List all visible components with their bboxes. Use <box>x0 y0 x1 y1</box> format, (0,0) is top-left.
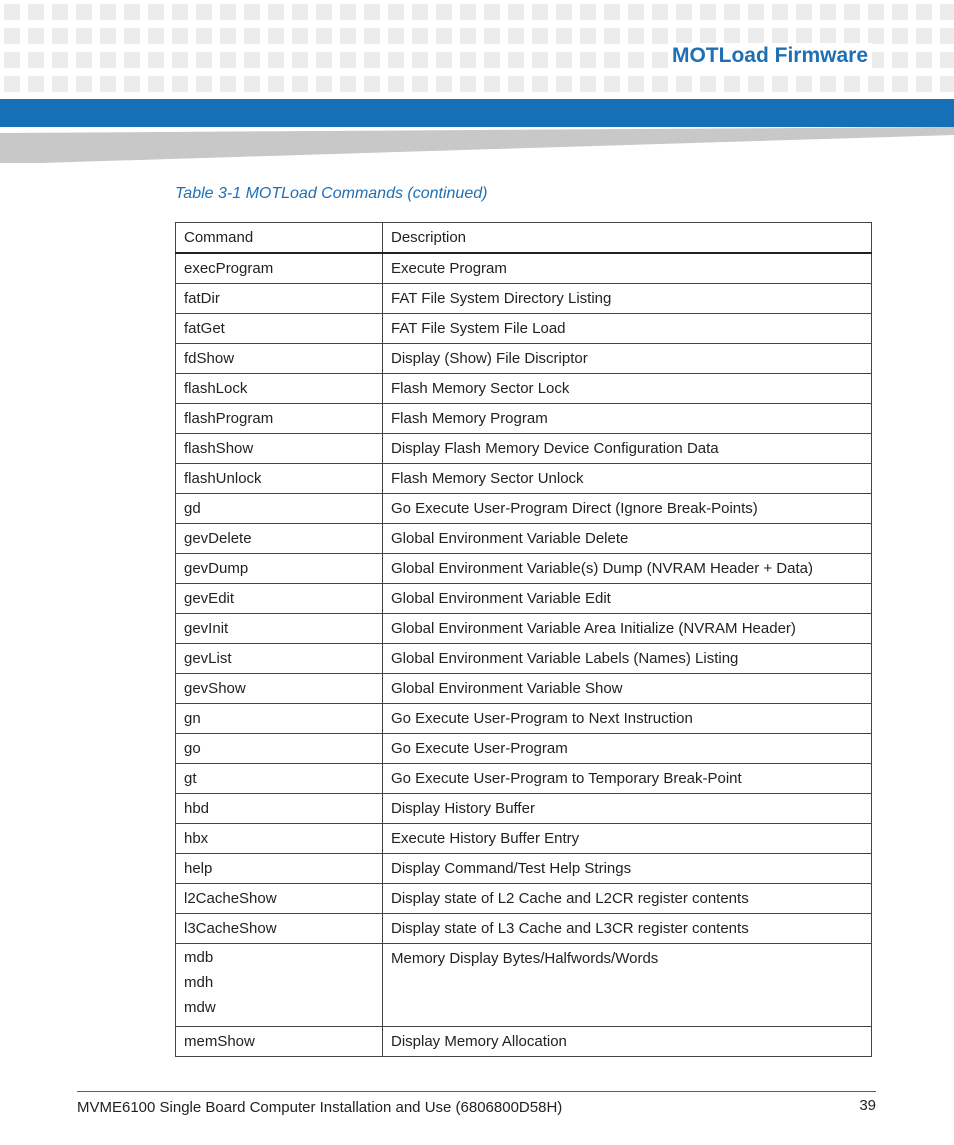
header-pattern-cell <box>460 52 476 68</box>
command-name: help <box>184 860 213 877</box>
table-row <box>176 794 872 824</box>
header-pattern-cell <box>820 76 836 92</box>
header-pattern-cell <box>196 76 212 92</box>
header-pattern-cell <box>508 52 524 68</box>
header-pattern-cell <box>268 52 284 68</box>
command-cell <box>176 1027 383 1057</box>
header-pattern-cell <box>436 28 452 44</box>
command-cell <box>176 824 383 854</box>
description-cell: Go Execute User-Program <box>383 734 872 764</box>
header-pattern-cell <box>76 28 92 44</box>
header-pattern-cell <box>172 28 188 44</box>
command-cell <box>176 524 383 554</box>
table-row <box>176 404 872 434</box>
command-name: fatDir <box>184 290 220 307</box>
header-pattern-cell <box>652 52 668 68</box>
table-row <box>176 734 872 764</box>
header-pattern-cell <box>76 52 92 68</box>
header-pattern-cell <box>412 28 428 44</box>
header-pattern-cell <box>4 52 20 68</box>
header-pattern-cell <box>244 52 260 68</box>
command-cell <box>176 854 383 884</box>
table-row <box>176 494 872 524</box>
header-pattern-cell <box>844 28 860 44</box>
header-pattern-cell <box>340 4 356 20</box>
command-name: gevList <box>184 650 232 667</box>
header-pattern-cell <box>796 76 812 92</box>
header-pattern-cell <box>676 4 692 20</box>
footer-rule <box>77 1091 876 1092</box>
command-name: mdh <box>184 974 214 991</box>
column-header-description: Description <box>383 223 872 254</box>
header-pattern-cell <box>676 28 692 44</box>
header-pattern-cell <box>76 4 92 20</box>
table-row <box>176 614 872 644</box>
header-pattern-cell <box>196 28 212 44</box>
header-pattern-cell <box>556 76 572 92</box>
header-pattern-cell <box>532 76 548 92</box>
command-cell <box>176 764 383 794</box>
header-pattern-cell <box>916 52 932 68</box>
command-cell <box>176 674 383 704</box>
header-pattern-cell <box>292 76 308 92</box>
header-pattern-cell <box>724 4 740 20</box>
command-cell <box>176 494 383 524</box>
header-pattern-cell <box>412 52 428 68</box>
table-row <box>176 824 872 854</box>
description-cell: Display (Show) File Discriptor <box>383 344 872 374</box>
description-cell: Global Environment Variable Show <box>383 674 872 704</box>
command-cell <box>176 734 383 764</box>
column-header-command: Command <box>176 223 383 254</box>
header-pattern-cell <box>316 4 332 20</box>
command-cell <box>176 884 383 914</box>
header-pattern-cell <box>316 76 332 92</box>
table-row <box>176 253 872 284</box>
header-pattern-cell <box>652 4 668 20</box>
header-pattern-cell <box>52 52 68 68</box>
header-pattern-cell <box>28 4 44 20</box>
header-pattern-cell <box>772 76 788 92</box>
command-cell <box>176 584 383 614</box>
header-pattern-cell <box>532 28 548 44</box>
header-pattern-cell <box>844 76 860 92</box>
table-row <box>176 1027 872 1057</box>
header-pattern-cell <box>916 76 932 92</box>
header-pattern-cell <box>244 28 260 44</box>
header-pattern-cell <box>724 28 740 44</box>
header-pattern-cell <box>820 28 836 44</box>
command-name: gd <box>184 500 201 517</box>
header-pattern-cell <box>508 28 524 44</box>
command-name: gevInit <box>184 620 229 637</box>
commands-table <box>175 222 872 1057</box>
header-pattern-cell <box>172 52 188 68</box>
command-name: mdb <box>184 949 214 966</box>
description-cell: Go Execute User-Program Direct (Ignore Break-Points) <box>383 494 872 524</box>
header-pattern-cell <box>484 28 500 44</box>
table-row <box>176 644 872 674</box>
header-pattern-cell <box>220 28 236 44</box>
header-pattern-cell <box>940 76 954 92</box>
header-pattern-cell <box>124 4 140 20</box>
header-pattern-cell <box>340 28 356 44</box>
header-pattern-cell <box>148 28 164 44</box>
description-cell: Display History Buffer <box>383 794 872 824</box>
header-pattern-cell <box>772 4 788 20</box>
header-pattern-cell <box>220 52 236 68</box>
header-pattern-cell <box>100 52 116 68</box>
header-pattern-cell <box>388 76 404 92</box>
header-pattern-cell <box>100 28 116 44</box>
description-cell: Execute Program <box>383 253 872 284</box>
header-pattern-cell <box>484 52 500 68</box>
header-pattern-cell <box>28 52 44 68</box>
description-cell: Display Memory Allocation <box>383 1027 872 1057</box>
header-pattern-cell <box>4 4 20 20</box>
header-pattern-cell <box>124 52 140 68</box>
command-name: l3CacheShow <box>184 920 277 937</box>
description-cell: Flash Memory Sector Unlock <box>383 464 872 494</box>
command-cell <box>176 644 383 674</box>
command-name: flashUnlock <box>184 470 262 487</box>
header-pattern-cell <box>700 28 716 44</box>
table-row <box>176 914 872 944</box>
description-cell: Display Command/Test Help Strings <box>383 854 872 884</box>
header-pattern-cell <box>628 28 644 44</box>
header-pattern-cell <box>580 4 596 20</box>
header-pattern-cell <box>940 52 954 68</box>
command-cell <box>176 434 383 464</box>
header-pattern-cell <box>124 28 140 44</box>
header-pattern-cell <box>100 4 116 20</box>
command-cell <box>176 704 383 734</box>
table-row <box>176 584 872 614</box>
header-pattern-cell <box>412 76 428 92</box>
header-pattern-cell <box>700 76 716 92</box>
header-pattern-cell <box>364 28 380 44</box>
header-pattern-cell <box>700 4 716 20</box>
description-cell: Global Environment Variable Labels (Names) Listing <box>383 644 872 674</box>
header-pattern-cell <box>940 28 954 44</box>
command-cell <box>176 404 383 434</box>
header-pattern-cell <box>916 28 932 44</box>
header-pattern-cell <box>916 4 932 20</box>
header-pattern-cell <box>868 4 884 20</box>
header-gray-wedge <box>0 127 954 163</box>
table-caption: Table 3-1 MOTLoad Commands (continued) <box>175 185 488 202</box>
header-pattern-cell <box>604 76 620 92</box>
header-pattern-cell <box>412 4 428 20</box>
footer-page-number: 39 <box>859 1097 876 1114</box>
header-pattern-cell <box>892 76 908 92</box>
command-name: gevShow <box>184 680 246 697</box>
header-pattern-cell <box>628 4 644 20</box>
header-pattern-cell <box>76 76 92 92</box>
header-pattern-cell <box>556 4 572 20</box>
command-cell <box>176 794 383 824</box>
header-pattern-cell <box>508 76 524 92</box>
header-pattern-cell <box>28 76 44 92</box>
header-pattern-cell <box>748 28 764 44</box>
header-pattern-cell <box>340 52 356 68</box>
command-name: gn <box>184 710 201 727</box>
header-pattern-cell <box>460 28 476 44</box>
header-pattern-cell <box>796 4 812 20</box>
header-pattern-cell <box>580 52 596 68</box>
header-pattern-cell <box>268 28 284 44</box>
table-row <box>176 704 872 734</box>
header-pattern-cell <box>124 76 140 92</box>
table-row <box>176 374 872 404</box>
header-pattern-cell <box>100 76 116 92</box>
table-row <box>176 554 872 584</box>
command-name: gt <box>184 770 197 787</box>
table-row <box>176 464 872 494</box>
command-name: mdw <box>184 999 216 1016</box>
command-name: hbx <box>184 830 209 847</box>
header-pattern-cell <box>940 4 954 20</box>
command-cell <box>176 314 383 344</box>
description-cell: Display state of L2 Cache and L2CR register contents <box>383 884 872 914</box>
header-pattern-cell <box>220 4 236 20</box>
command-name: flashLock <box>184 380 248 397</box>
table-row <box>176 314 872 344</box>
header-pattern-cell <box>892 4 908 20</box>
command-name: gevDelete <box>184 530 252 547</box>
header-pattern-cell <box>484 76 500 92</box>
table-row <box>176 854 872 884</box>
header-pattern-cell <box>244 4 260 20</box>
header-pattern-cell <box>508 4 524 20</box>
table-row <box>176 524 872 554</box>
header-pattern-cell <box>532 4 548 20</box>
command-cell <box>176 374 383 404</box>
command-name: gevDump <box>184 560 249 577</box>
header-pattern-cell <box>436 76 452 92</box>
header-pattern-cell <box>820 4 836 20</box>
header-pattern-cell <box>460 76 476 92</box>
description-cell: Flash Memory Sector Lock <box>383 374 872 404</box>
header-pattern-cell <box>148 4 164 20</box>
description-cell: Global Environment Variable Delete <box>383 524 872 554</box>
header-pattern-cell <box>604 28 620 44</box>
header-pattern-cell <box>268 4 284 20</box>
header-pattern-cell <box>316 28 332 44</box>
table-row <box>176 884 872 914</box>
command-cell <box>176 944 383 1027</box>
header-pattern-cell <box>844 4 860 20</box>
header-pattern-cell <box>892 28 908 44</box>
header-pattern-cell <box>796 28 812 44</box>
header-pattern-cell <box>580 28 596 44</box>
header-pattern-cell <box>172 76 188 92</box>
header-blue-bar <box>0 99 954 127</box>
table-body <box>176 253 872 1057</box>
command-name: fdShow <box>184 350 235 367</box>
description-cell: Display Flash Memory Device Configuration Data <box>383 434 872 464</box>
description-cell: FAT File System File Load <box>383 314 872 344</box>
header-pattern-cell <box>748 4 764 20</box>
command-name: execProgram <box>184 260 274 277</box>
header-pattern-cell <box>316 52 332 68</box>
header-pattern-cell <box>556 28 572 44</box>
header-pattern-cell <box>388 28 404 44</box>
table-row <box>176 944 872 1027</box>
command-cell <box>176 284 383 314</box>
command-name: memShow <box>184 1033 255 1050</box>
description-cell: Global Environment Variable Edit <box>383 584 872 614</box>
header-pattern-cell <box>604 52 620 68</box>
description-cell: Memory Display Bytes/Halfwords/Words <box>383 944 872 1027</box>
command-name: l2CacheShow <box>184 890 277 907</box>
header-pattern-cell <box>724 76 740 92</box>
header-pattern-cell <box>364 4 380 20</box>
header-pattern-cell <box>268 76 284 92</box>
header-pattern-cell <box>364 52 380 68</box>
table-row <box>176 674 872 704</box>
header-pattern-cell <box>868 76 884 92</box>
header-pattern-cell <box>196 52 212 68</box>
table-header-row <box>176 223 872 254</box>
header-pattern-cell <box>436 4 452 20</box>
command-name: fatGet <box>184 320 225 337</box>
description-cell: Global Environment Variable(s) Dump (NVRAM Header + Data) <box>383 554 872 584</box>
header-pattern-cell <box>772 28 788 44</box>
table-row <box>176 764 872 794</box>
header-pattern-cell <box>388 52 404 68</box>
header-pattern-cell <box>484 4 500 20</box>
command-cell <box>176 464 383 494</box>
command-name: go <box>184 740 201 757</box>
header-pattern-cell <box>892 52 908 68</box>
header-pattern-cell <box>436 52 452 68</box>
header-pattern-cell <box>4 76 20 92</box>
header-pattern-cell <box>172 4 188 20</box>
header-pattern-cell <box>148 76 164 92</box>
header-pattern-cell <box>220 76 236 92</box>
header-pattern-cell <box>868 28 884 44</box>
header-pattern-cell <box>52 28 68 44</box>
header-pattern-cell <box>292 4 308 20</box>
header-pattern-cell <box>340 76 356 92</box>
table-row <box>176 344 872 374</box>
page-header-title: MOTLoad Firmware <box>668 43 872 69</box>
header-pattern-cell <box>652 28 668 44</box>
header-pattern-cell <box>244 76 260 92</box>
command-name: flashShow <box>184 440 254 457</box>
command-name: flashProgram <box>184 410 274 427</box>
header-pattern-cell <box>148 52 164 68</box>
description-cell: Display state of L3 Cache and L3CR register contents <box>383 914 872 944</box>
header-pattern-cell <box>388 4 404 20</box>
table-row <box>176 434 872 464</box>
header-pattern-cell <box>364 76 380 92</box>
header-pattern-cell <box>676 76 692 92</box>
header-pattern-cell <box>628 76 644 92</box>
description-cell: Execute History Buffer Entry <box>383 824 872 854</box>
command-cell <box>176 253 383 284</box>
header-pattern-cell <box>580 76 596 92</box>
header-pattern-cell <box>292 28 308 44</box>
command-name: hbd <box>184 800 210 817</box>
header-pattern-cell <box>28 28 44 44</box>
command-cell <box>176 914 383 944</box>
header-pattern-cell <box>748 76 764 92</box>
table-row <box>176 284 872 314</box>
command-cell <box>176 344 383 374</box>
header-pattern-cell <box>196 4 212 20</box>
command-cell <box>176 614 383 644</box>
header-pattern-cell <box>52 76 68 92</box>
header-pattern-cell <box>52 4 68 20</box>
header-pattern-cell <box>556 52 572 68</box>
header-pattern-cell <box>628 52 644 68</box>
header-pattern-cell <box>604 4 620 20</box>
command-cell <box>176 554 383 584</box>
description-cell: Global Environment Variable Area Initialize (NVRAM Header) <box>383 614 872 644</box>
description-cell: Go Execute User-Program to Temporary Break-Point <box>383 764 872 794</box>
footer-document-title: MVME6100 Single Board Computer Installation and Use (6806800D58H) <box>77 1099 563 1116</box>
header-pattern-cell <box>652 76 668 92</box>
description-cell: FAT File System Directory Listing <box>383 284 872 314</box>
header-pattern-cell <box>292 52 308 68</box>
description-cell: Flash Memory Program <box>383 404 872 434</box>
command-name: gevEdit <box>184 590 235 607</box>
description-cell: Go Execute User-Program to Next Instruction <box>383 704 872 734</box>
header-pattern-cell <box>460 4 476 20</box>
header-pattern-cell <box>532 52 548 68</box>
header-pattern-cell <box>4 28 20 44</box>
